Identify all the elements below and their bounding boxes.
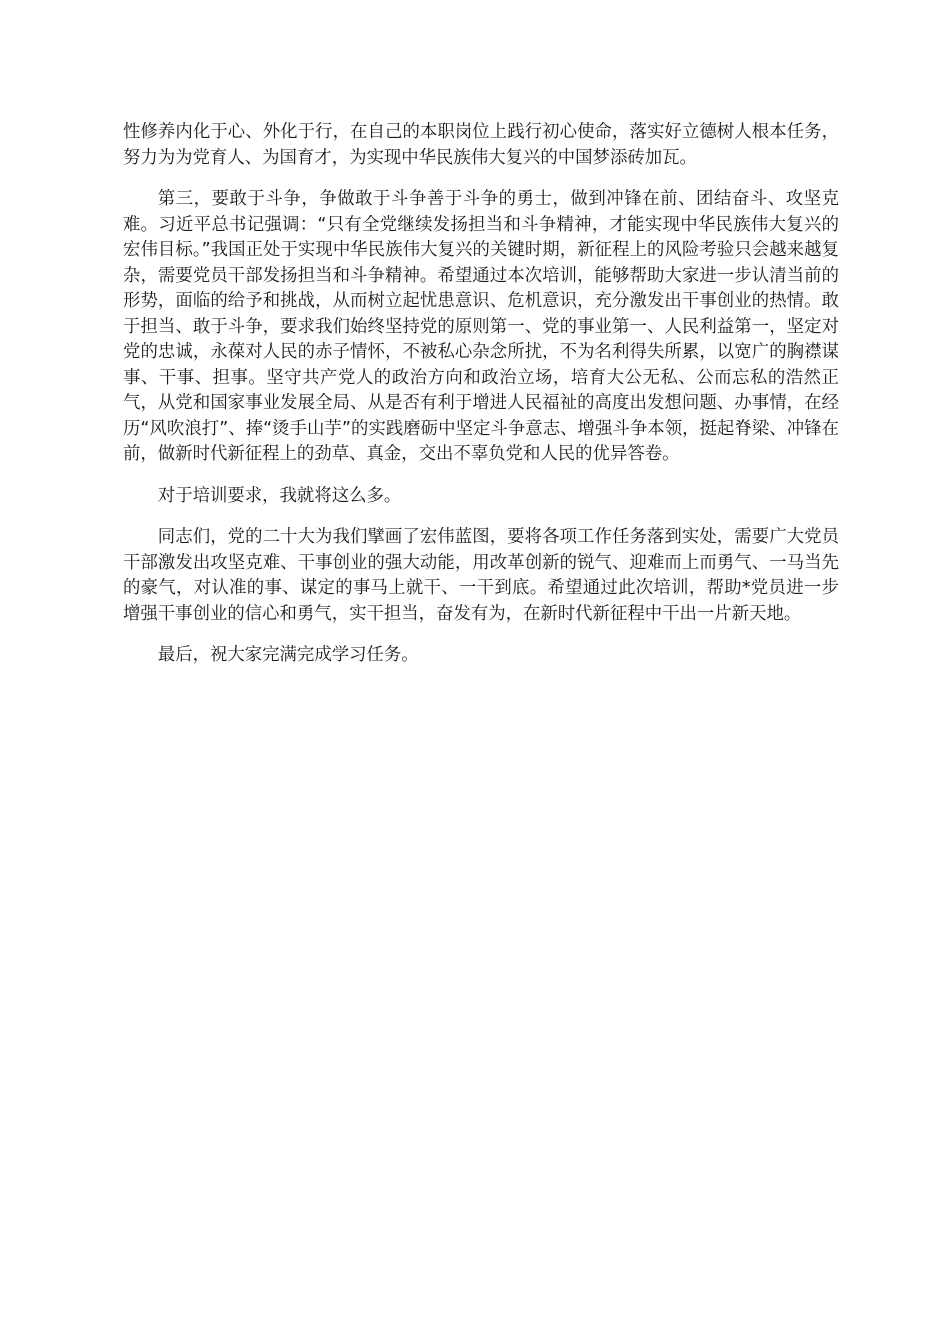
paragraph-continuation: 性修养内化于心、外化于行，在自己的本职岗位上践行初心使命，落实好立德树人根本任务，努力为为党育人、为国育才，为实现中华民族伟大复兴的中国梦添砖加瓦。 bbox=[123, 122, 839, 168]
paragraph-comrades: 同志们，党的二十大为我们擘画了宏伟蓝图，要将各项工作任务落到实处，需要广大党员干部激发出攻坚克难、干事创业的强大动能，用改革创新的锐气、迎难而上而勇气、一马当先的豪气，对认准的事、谋定的事马上就干、一干到底。希望通过此次培训，帮助*党员进一步增强干事创业的信心和勇气，实干担当，奋发有为，在新时代新征程中干出一片新天地。 bbox=[123, 527, 839, 624]
document-body bbox=[123, 120, 839, 685]
paragraph-dare-to-struggle: 第三，要敢于斗争，争做敢于斗争善于斗争的勇士，做到冲锋在前、团结奋斗、攻坚克难。习近平总书记强调：“只有全党继续发扬担当和斗争精神，才能实现中华民族伟大复兴的宏伟目标。”我国正处于实现中华民族伟大复兴的关键时期，新征程上的风险考验只会越来越复杂，需要党员干部发扬担当和斗争精神。希望通过本次培训，能够帮助大家进一步认清当前的形势，面临的给予和挑战，从而树立起忧患意识、危机意识，充分激发出干事创业的热情。敢于担当、敢于斗争，要求我们始终坚持党的原则第一、党的事业第一、人民利益第一，坚定对党的忠诚，永葆对人民的赤子情怀，不被私心杂念所扰，不为名利得失所累，以宽广的胸襟谋事、干事、担事。坚守共产党人的政治方向和政治立场，培育大公无私、公而忘私的浩然正气，从党和国家事业发展全局、从是否有利于增进人民福祉的高度出发想问题、办事情，在经历“风吹浪打”、捧“烫手山芋”的实践磨砺中坚定斗争意志、增强斗争本领，挺起脊梁、冲锋在前，做新时代新征程上的劲草、真金，交出不辜负党和人民的优异答卷。 bbox=[123, 189, 839, 464]
paragraph-training-requirements: 对于培训要求，我就将这么多。 bbox=[157, 485, 402, 506]
paragraph-closing: 最后，祝大家完满完成学习任务。 bbox=[157, 645, 419, 665]
